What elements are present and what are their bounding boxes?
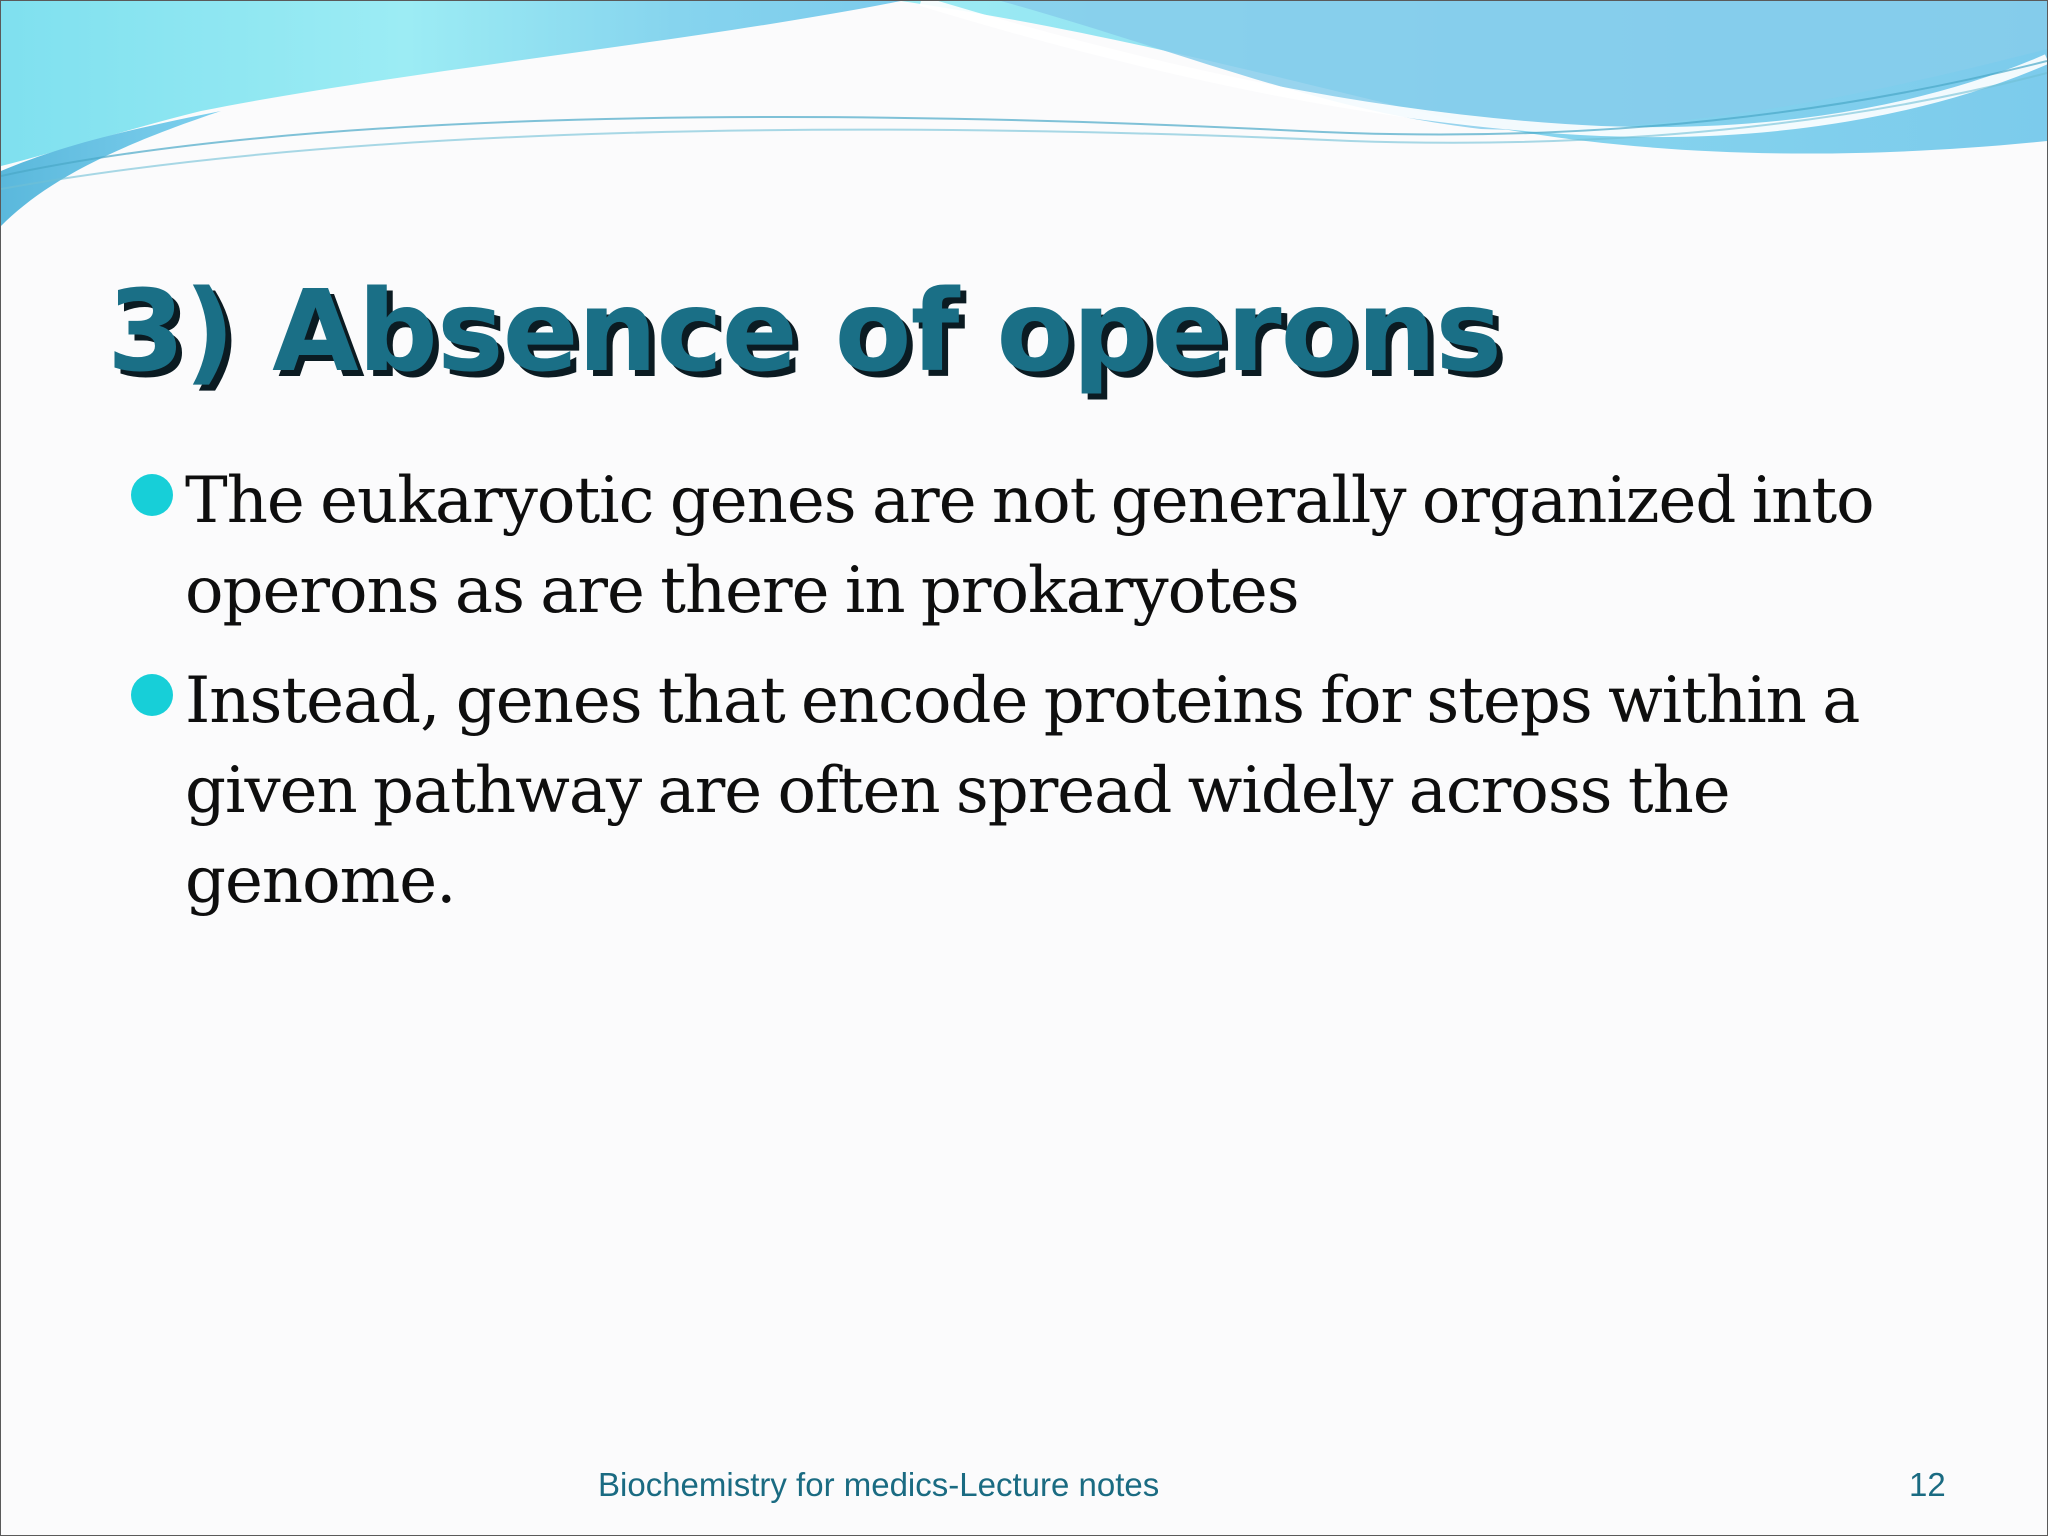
bullet-item <box>131 656 1991 926</box>
bullet-icon <box>131 474 173 516</box>
slide-title: 3) Absence of operons <box>107 267 1501 397</box>
bullet-list <box>131 456 1991 946</box>
bullet-item <box>131 456 1991 636</box>
bullet-icon <box>131 674 173 716</box>
footer-text: Biochemistry for medics-Lecture notes <box>598 1466 1160 1503</box>
bullet-text: Instead, genes that encode proteins for steps within a given pathway are often spread widely across the genome. <box>185 664 1860 918</box>
bullet-text: The eukaryotic genes are not generally organized into operons as are there in prokaryotes <box>185 464 1874 628</box>
page-number: 12 <box>1909 1466 1946 1503</box>
header-wave-decoration <box>1 1 2047 241</box>
